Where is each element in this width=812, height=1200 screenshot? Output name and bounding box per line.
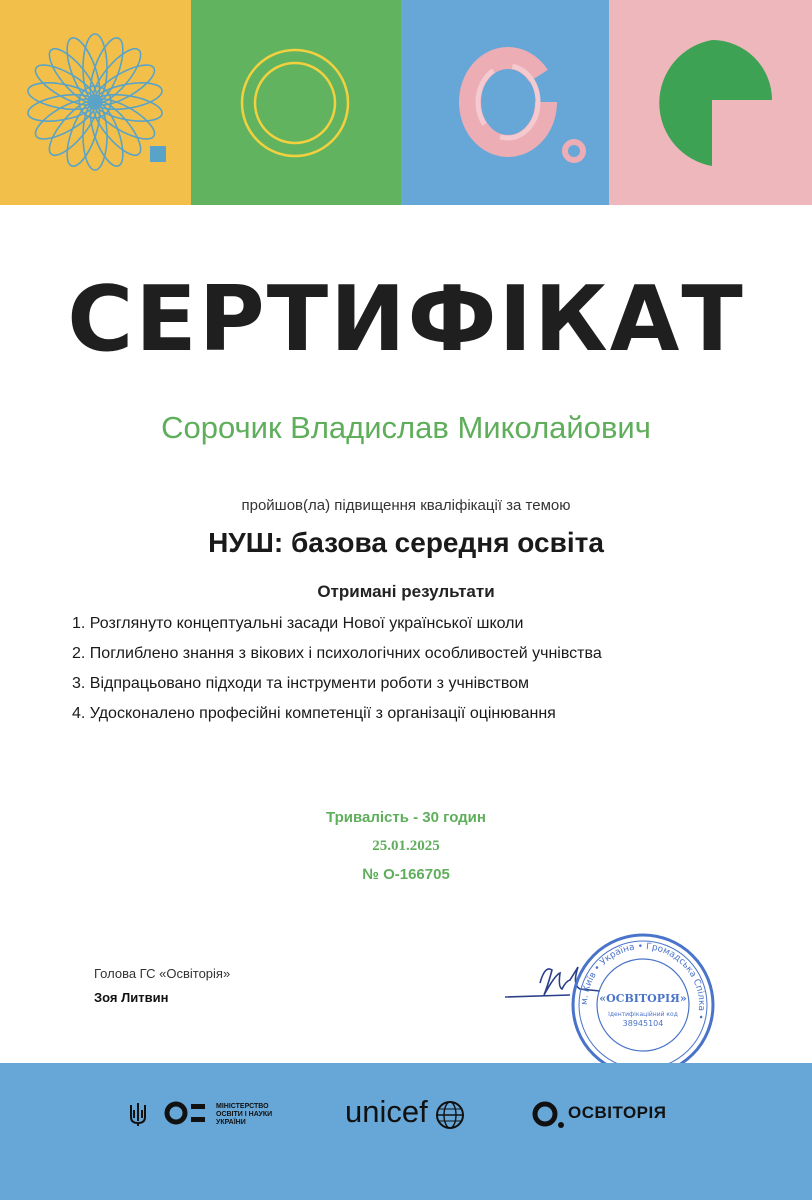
flower-pattern-icon [0, 0, 191, 205]
concentric-circles-icon [191, 0, 401, 205]
course-duration: Тривалість - 30 годин [326, 809, 486, 826]
ministry-logo-icon [164, 1099, 212, 1127]
quarter-circle-icon [609, 0, 812, 205]
osvitoria-logo-icon [532, 1100, 566, 1130]
top-banner [0, 0, 812, 205]
banner-panel-blue [401, 0, 609, 205]
ministry-name: МІНІСТЕРСТВО ОСВІТИ І НАУКИ УКРАЇНИ [216, 1103, 273, 1126]
stamp-ring-text: м. Київ • Україна • Громадська Спілка • [579, 941, 707, 1021]
recipient-name: Сорочик Владислав Миколайович [161, 410, 651, 445]
certificate-number: № О-166705 [362, 866, 450, 883]
result-item: 2. Поглиблено знання з вікових і психологічних особливостей учнівства [72, 645, 602, 662]
unicef-wordmark: unicef [345, 1094, 428, 1129]
unicef-globe-icon [434, 1099, 466, 1131]
result-item: 4. Удосконалено професійні компетенції з організації оцінювання [72, 705, 556, 722]
results-list [72, 612, 732, 732]
stamp-code-label: Ідентифікаційний код [608, 1011, 678, 1018]
banner-panel-green [191, 0, 401, 205]
course-topic: НУШ: базова середня освіта [208, 527, 604, 558]
banner-panel-yellow [0, 0, 191, 205]
signer-name: Зоя Литвин [94, 990, 169, 1005]
footer-bar [0, 1063, 812, 1200]
brush-circle-icon [401, 0, 609, 205]
stamp-icon [568, 930, 718, 1080]
banner-panel-pink [609, 0, 812, 205]
certificate-title: СЕРТИФІКАТ [67, 267, 745, 372]
stamp-code: 38945104 [622, 1019, 664, 1028]
results-heading: Отримані результати [317, 582, 495, 601]
trident-icon [128, 1101, 148, 1127]
stamp-center-text: «ОСВІТОРІЯ» [599, 992, 687, 1005]
result-item: 3. Відпрацьовано підходи та інструменти роботи з учнівством [72, 675, 530, 692]
intro-text: пройшов(ла) підвищення кваліфікації за темою [241, 497, 571, 514]
signer-title: Голова ГС «Освіторія» [94, 966, 231, 981]
osvitoria-wordmark: ОСВІТОРІЯ [568, 1103, 667, 1122]
result-item: 1. Розглянуто концептуальні засади Нової української школи [72, 615, 524, 632]
issue-date: 25.01.2025 [372, 838, 440, 854]
